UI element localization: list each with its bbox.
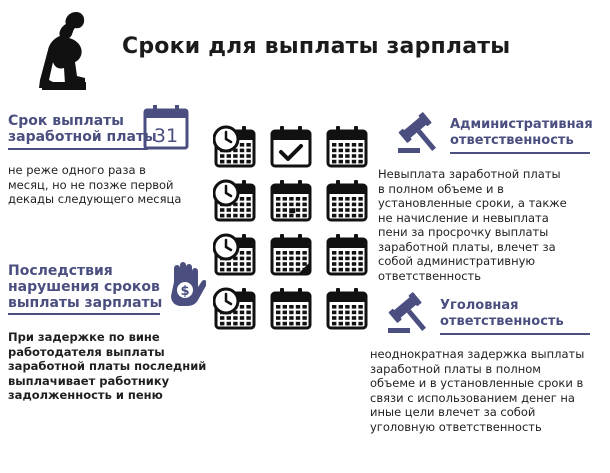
criminal-text <box>370 347 584 434</box>
administrative-line-1: Невыплата заработной платы <box>378 167 561 181</box>
administrative-line-4: не начисление и невыплата <box>378 210 549 225</box>
calendar-fold-icon <box>269 232 313 276</box>
calendar-icon <box>325 178 369 222</box>
calendar-dot-icon <box>269 178 313 222</box>
payment-term-heading-line-1: Срок выплаты <box>8 113 124 129</box>
consequences-heading-line-3: выплаты зарплаты <box>8 295 163 311</box>
administrative-underline <box>450 152 590 154</box>
criminal-line-6: уголовную ответственность <box>370 419 542 434</box>
consequences-line-2: работодателя выплаты <box>8 344 165 359</box>
calendar-icon <box>269 286 313 330</box>
consequences-line-3: заработной платы последний <box>8 359 207 373</box>
criminal-line-5: иные цели влечет за собой <box>370 405 536 419</box>
calendar-clock-icon <box>213 178 257 222</box>
administrative-line-3: установленные сроки, а также <box>378 196 567 210</box>
calendar-clock-icon <box>213 286 257 330</box>
payment-term-line-2: месяц, но не позже первой <box>8 177 174 192</box>
consequences-line-1: При задержке по вине <box>8 330 160 344</box>
administrative-line-2: в полном объеме и в <box>378 181 504 196</box>
criminal-heading-line-2: ответственность <box>440 314 564 329</box>
administrative-heading <box>450 117 593 149</box>
calendar-icon <box>325 286 369 330</box>
criminal-underline <box>440 333 590 335</box>
payment-term-underline <box>8 148 148 150</box>
criminal-line-1: неоднократная задержка выплаты <box>370 347 585 361</box>
consequences-heading-line-2: нарушения сроков <box>8 279 160 295</box>
hand-with-dollar-icon <box>164 262 206 308</box>
gavel-icon <box>396 112 446 154</box>
calendar-day-number: 31 <box>153 125 179 147</box>
calendar-clock-icon <box>213 232 257 276</box>
payment-term-heading-line-2: заработной платы <box>8 129 157 145</box>
administrative-line-6: заработной платы, влечет за <box>378 239 556 254</box>
consequences-heading-line-1: Последствия <box>8 263 113 279</box>
thinker-statue-icon <box>28 8 100 92</box>
payment-term-line-1: не реже одного раза в <box>8 163 146 177</box>
consequences-heading <box>8 263 162 311</box>
consequences-line-4: выплачивает работнику <box>8 373 170 388</box>
calendar-31-icon <box>143 104 189 150</box>
criminal-line-2: заработной платы в полном <box>370 361 541 376</box>
calendar-check-icon <box>269 124 313 168</box>
gavel-icon <box>386 292 436 334</box>
calendar-clock-icon <box>213 124 257 168</box>
payment-term-heading <box>8 113 157 145</box>
criminal-heading <box>440 298 564 330</box>
calendar-icon <box>325 124 369 168</box>
administrative-line-8: ответственность <box>378 268 482 283</box>
administrative-text <box>378 167 567 283</box>
administrative-heading-line-1: Административная <box>450 117 593 132</box>
payment-term-text <box>8 163 181 207</box>
administrative-heading-line-2: ответственность <box>450 133 574 148</box>
svg-text:$: $ <box>180 284 190 299</box>
criminal-line-4: связи с использованием денег на <box>370 390 575 405</box>
consequences-underline <box>8 313 160 315</box>
calendar-icon <box>325 232 369 276</box>
administrative-line-5: пени за просрочку выплаты <box>378 225 549 239</box>
consequences-line-5: задолженность и пеню <box>8 388 163 402</box>
consequences-text <box>8 330 206 403</box>
administrative-line-7: собой административную <box>378 254 536 268</box>
criminal-heading-line-1: Уголовная <box>440 298 519 313</box>
page-title: Сроки для выплаты зарплаты <box>122 34 511 59</box>
criminal-line-3: объеме и в установленные сроки в <box>370 376 584 390</box>
payment-term-line-3: декады следующего месяца <box>8 192 182 206</box>
